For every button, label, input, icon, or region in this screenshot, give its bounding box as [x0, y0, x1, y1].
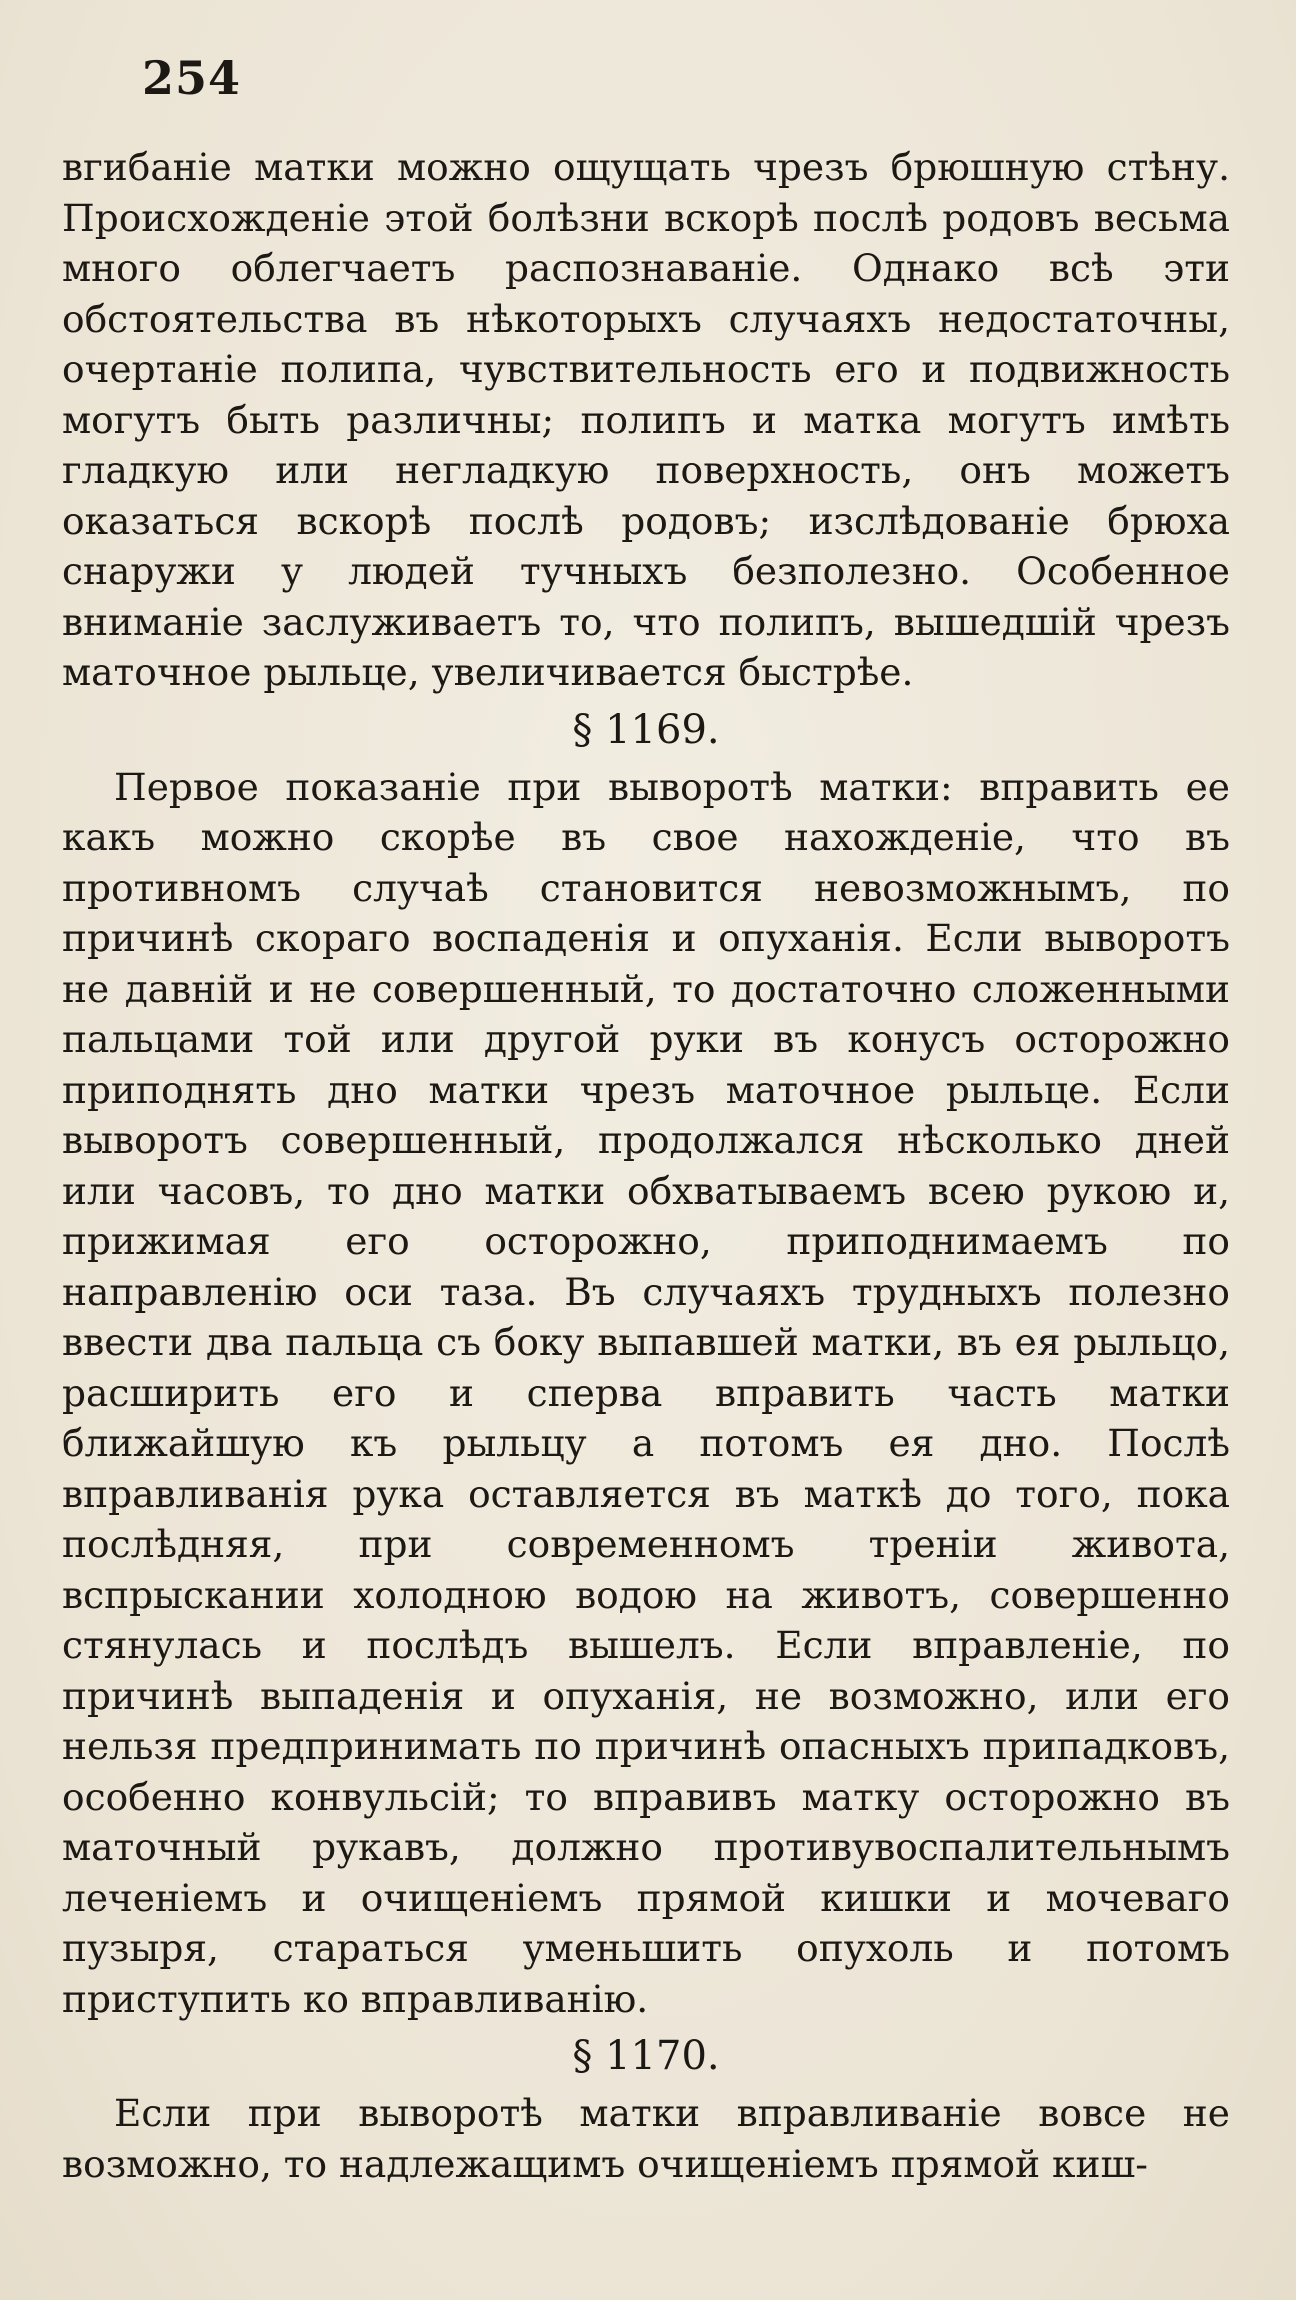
section-heading-1169: § 1169. [572, 706, 720, 753]
paragraph-1170: Если при выворотѣ матки вправливаніе вовсе не возможно, то надлежащимъ очищеніемъ прямой киш- [62, 2091, 1230, 2186]
text-block [62, 142, 1230, 2189]
paragraph-1169: Первое показаніе при выворотѣ матки: вправить ее какъ можно скорѣе въ свое нахожденіе, что въ противномъ случаѣ становится невозможнымъ, по причинѣ скораго воспаденія и опуханія. Если выворотъ не давній и не совершенный, то достаточно сложенными пальцами той или другой руки въ конусъ осторожно приподнять дно матки чрезъ маточное рыльце. Если выворотъ совершенный, продолжался нѣсколько дней или часовъ, то дно матки обхватываемъ всею рукою и, прижимая его осторожно, приподнимаемъ по направленію оси таза. Въ случаяхъ трудныхъ полезно ввести два пальца съ боку выпавшей матки, въ ея рыльцо, расширить его и сперва вправить часть матки ближайшую къ рыльцу а потомъ ея дно. Послѣ вправливанія рука оставляется въ маткѣ до того, пока послѣдняя, при современномъ треніи живота, вспрыскании холодною водою на животъ, совершенно стянулась и послѣдъ вышелъ. Если вправленіе, по причинѣ выпаденія и опуханія, не возможно, или его нельзя предпринимать по причинѣ опасныхъ припадковъ, особенно конвульсій; то вправивъ матку осторожно въ маточный рукавъ, должно противувоспалительнымъ леченіемъ и очищеніемъ прямой кишки и мочеваго пузыря, стараться уменьшить опухоль и потомъ приступить ко вправливанію. [62, 764, 1230, 2021]
section-heading-1170: § 1170. [572, 2033, 720, 2079]
page-number: 254 [142, 51, 242, 105]
paragraph-continued: вгибаніе матки можно ощущать чрезъ брюшную стѣну. Происхожденіе этой болѣзни вскорѣ послѣ родовъ весьма много облегчаетъ распознаваніе. Однако всѣ эти обстоятельства въ нѣкоторыхъ случаяхъ недостаточны, очертаніе полипа, чувствительность его и подвижность могутъ быть различны; полипъ и матка могутъ имѣть гладкую или негладкую поверхность, онъ можетъ оказаться вскорѣ послѣ родовъ; изслѣдованіе брюха снаружи у людей тучныхъ безполезно. Особенное вниманіе заслуживаетъ то, что полипъ, вышедшій чрезъ маточное рыльце, увеличивается быстрѣе. [62, 145, 1230, 694]
